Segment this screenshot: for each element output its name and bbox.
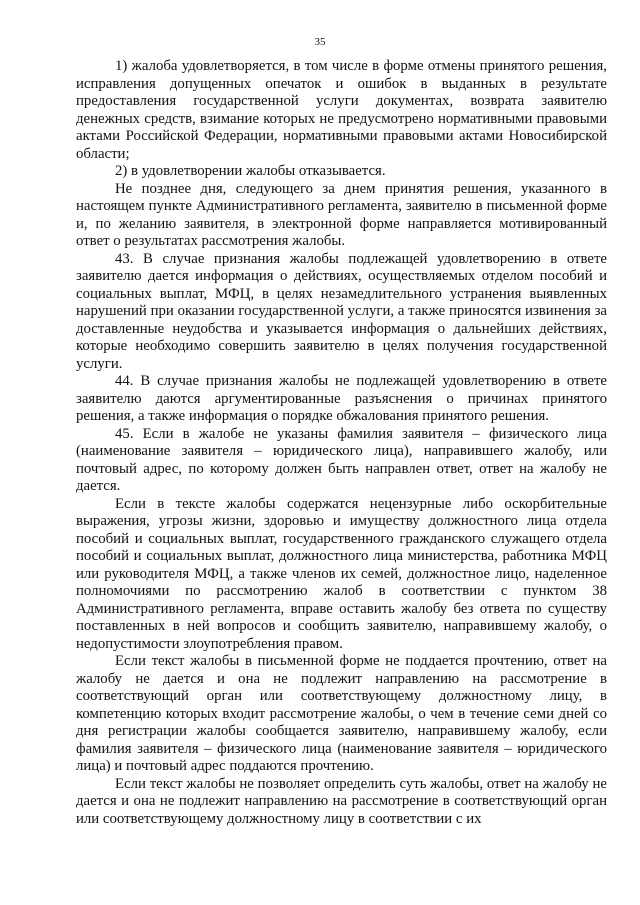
paragraph-notice: Не позднее дня, следующего за днем принятия решения, указанного в настоящем пункте Административного регламента, заявителю в письменной форме и, по желанию заявителя, в электронной форме направляется мотивированный ответ о результатах рассмотрения жалобы. [76, 180, 607, 249]
paragraph-offensive-content: Если в тексте жалобы содержатся нецензурные либо оскорбительные выражения, угрозы жизни, здоровью и имуществу должностного лица отдела пособий и социальных выплат, государственного гражданского служащего отдела пособий и социальных выплат, должностного лица министерства, работника МФЦ или руководителя МФЦ, а также членов их семей, должностное лицо, наделенное полномочиями по рассмотрению жалоб в соответствии с пунктом 38 Административного регламента, вправе оставить жалобу без ответа по существу поставленных в ней вопросов и сообщить заявителю, направившему жалобу, о недопустимости злоупотребления правом. [76, 495, 607, 652]
paragraph-unreadable-text: Если текст жалобы в письменной форме не поддается прочтению, ответ на жалобу не дается и она не подлежит направлению на рассмотрение в соответствующий орган или соответствующему должностному лицу, в компетенцию которых входит рассмотрение жалобы, о чем в течение семи дней со дня регистрации жалобы сообщается заявителю, направившему жалобу, если фамилия заявителя – физического лица (наименование заявителя – юридического лица) и почтовый адрес поддаются прочтению. [76, 653, 607, 774]
paragraph-item-2: 2) в удовлетворении жалобы отказывается. [115, 163, 386, 179]
paragraph-44: 44. В случае признания жалобы не подлежащей удовлетворению в ответе заявителю даются аргументированные разъяснения о причинах принятого решения, а также информация о порядке обжалования принятого решения. [76, 373, 607, 424]
paragraph-43: 43. В случае признания жалобы подлежащей удовлетворению в ответе заявителю дается информация о действиях, осуществляемых отделом пособий и социальных выплат, МФЦ, в целях незамедлительного устранения выявленных нарушений при оказании государственной услуги, а также приносятся извинения за доставленные неудобства и указывается информация о дальнейших действиях, которые необходимо совершить заявителю в целях получения государственной услуги. [76, 250, 607, 372]
paragraph-item-1: 1) жалоба удовлетворяется, в том числе в форме отмены принятого решения, исправления допущенных опечаток и ошибок в выданных в результате предоставления государственной услуги документах, возврата заявителю денежных средств, взимание которых не предусмотрено нормативными правовыми актами Российской Федерации, нормативными правовыми актами Новосибирской области; [76, 58, 607, 162]
paragraph-45: 45. Если в жалобе не указаны фамилия заявителя – физического лица (наименование заявителя – юридического лица), направившего жалобу, или почтовый адрес, по которому должен быть направлен ответ, ответ на жалобу не дается. [76, 425, 607, 494]
paragraph-unclear-essence: Если текст жалобы не позволяет определить суть жалобы, ответ на жалобу не дается и она не подлежит направлению на рассмотрение в соответствующий орган или соответствующему должностному лицу в соответствии с их [76, 775, 607, 827]
document-body [76, 58, 607, 828]
page-number: 35 [314, 36, 326, 48]
